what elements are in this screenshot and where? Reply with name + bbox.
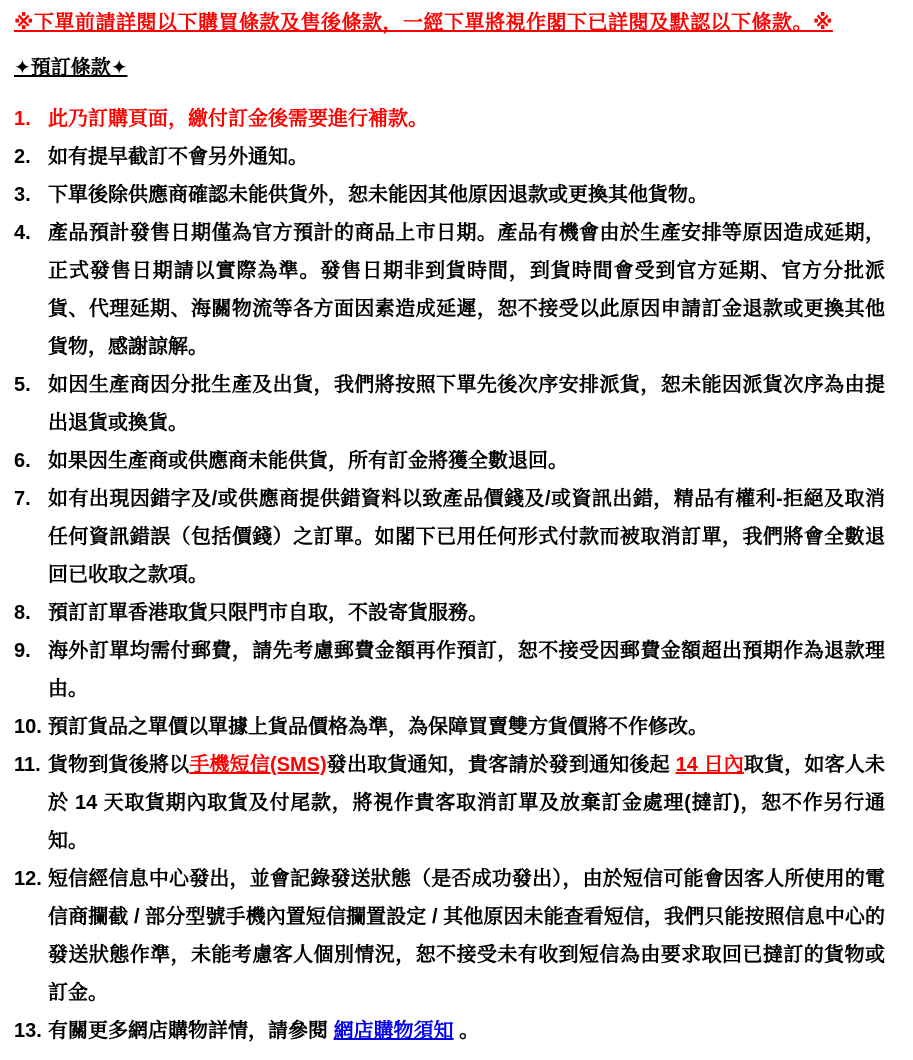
term-number: 13. [14, 1020, 42, 1042]
term-text-segment: 貨物到貨後將以 [48, 754, 190, 776]
term-text-segment: 預訂訂單香港取貨只限門市自取，不設寄貨服務。 [48, 602, 488, 624]
term-item-9 [14, 632, 885, 708]
term-text-segment: 如因生產商因分批生產及出貨，我們將按照下單先後次序安排派貨，恕未能因派貨次序為由提出退貨或換貨。 [48, 374, 885, 434]
term-number: 7. [14, 488, 31, 510]
term-text-segment: 。 [453, 1020, 480, 1042]
term-number: 10. [14, 716, 42, 738]
term-text [48, 442, 885, 480]
term-number: 8. [14, 602, 31, 624]
term-text [48, 594, 885, 632]
term-item-11 [14, 746, 885, 860]
term-item-1 [14, 100, 885, 138]
term-text-segment: 如有提早截訂不會另外通知。 [48, 146, 308, 168]
section-header-preorder-terms: ✦預訂條款✦ [14, 57, 128, 79]
term-item-10 [14, 708, 885, 746]
term-number: 9. [14, 640, 31, 662]
term-item-5 [14, 366, 885, 442]
terms-list [14, 100, 885, 1050]
term-text-segment: 預訂貨品之單價以單據上貨品價格為準，為保障買賣雙方貨價將不作修改。 [48, 716, 708, 738]
term-number: 4. [14, 222, 31, 244]
term-item-3 [14, 176, 885, 214]
term-number: 6. [14, 450, 31, 472]
term-text-segment: 此乃訂購頁面，繳付訂金後需要進行補款。 [48, 108, 428, 130]
term-text [48, 860, 885, 1012]
term-number: 1. [14, 108, 31, 130]
term-text-segment: 有關更多網店購物詳情，請參閱 [48, 1020, 334, 1042]
term-text [48, 746, 885, 860]
term-text-segment: 產品預計發售日期僅為官方預計的商品上市日期。產品有機會由於生產安排等原因造成延期，正式發售日期請以實際為準。發售日期非到貨時間，到貨時間會受到官方延期、官方分批派貨、代理延期、海關物流等各方面因素造成延遲，恕不接受以此原因申請訂金退款或更換其他貨物，感謝諒解。 [48, 222, 885, 358]
term-number: 11. [14, 754, 41, 776]
term-text [48, 176, 885, 214]
term-item-6 [14, 442, 885, 480]
term-item-4 [14, 214, 885, 366]
term-text [48, 100, 885, 138]
highlighted-term-text: 手機短信(SMS) [189, 754, 327, 776]
term-number: 2. [14, 146, 31, 168]
term-item-12 [14, 860, 885, 1012]
term-text [48, 366, 885, 442]
term-item-8 [14, 594, 885, 632]
term-item-2 [14, 138, 885, 176]
page-title: ※下單前請詳閱以下購買條款及售後條款，一經下單將視作閣下已詳閱及默認以下條款。※ [14, 12, 833, 34]
term-number: 5. [14, 374, 31, 396]
term-text-segment: 短信經信息中心發出，並會記錄發送狀態（是否成功發出），由於短信可能會因客人所使用的電信商攔截 / 部分型號手機內置短信攔置設定 / 其他原因未能查看短信，我們只能按照信息中心的發送狀態作準，未能考慮客人個別情況，恕不接受未有收到短信為由要求取回已撻訂的貨物或訂金。 [48, 868, 885, 1004]
highlighted-term-text: 14 日內 [675, 754, 744, 776]
term-text [48, 1012, 885, 1050]
term-text [48, 214, 885, 366]
term-text [48, 708, 885, 746]
term-text-segment: 海外訂單均需付郵費，請先考慮郵費金額再作預訂，恕不接受因郵費金額超出預期作為退款理由。 [48, 640, 885, 700]
term-number: 12. [14, 868, 42, 890]
term-text [48, 480, 885, 594]
shop-guide-link[interactable]: 網店購物須知 [333, 1020, 454, 1042]
term-item-13 [14, 1012, 885, 1050]
term-text-segment: 發出取貨通知，貴客請於發到通知後起 [326, 754, 676, 776]
term-text [48, 138, 885, 176]
term-text-segment: 取貨，如客人未於 14 天取貨期內取貨及付尾款，將視作貴客取消訂單及放棄訂金處理(撻訂)，恕不作另行通知。 [48, 754, 885, 852]
term-item-7 [14, 480, 885, 594]
term-text-segment: 如果因生產商或供應商未能供貨，所有訂金將獲全數退回。 [48, 450, 568, 472]
term-text-segment: 下單後除供應商確認未能供貨外，恕未能因其他原因退款或更換其他貨物。 [48, 184, 708, 206]
term-number: 3. [14, 184, 31, 206]
term-text [48, 632, 885, 708]
term-text-segment: 如有出現因錯字及/或供應商提供錯資料以致產品價錢及/或資訊出錯，精品有權利-拒絕及取消任何資訊錯誤（包括價錢）之訂單。如閣下已用任何形式付款而被取消訂單，我們將會全數退回已收取之款項。 [48, 488, 885, 586]
